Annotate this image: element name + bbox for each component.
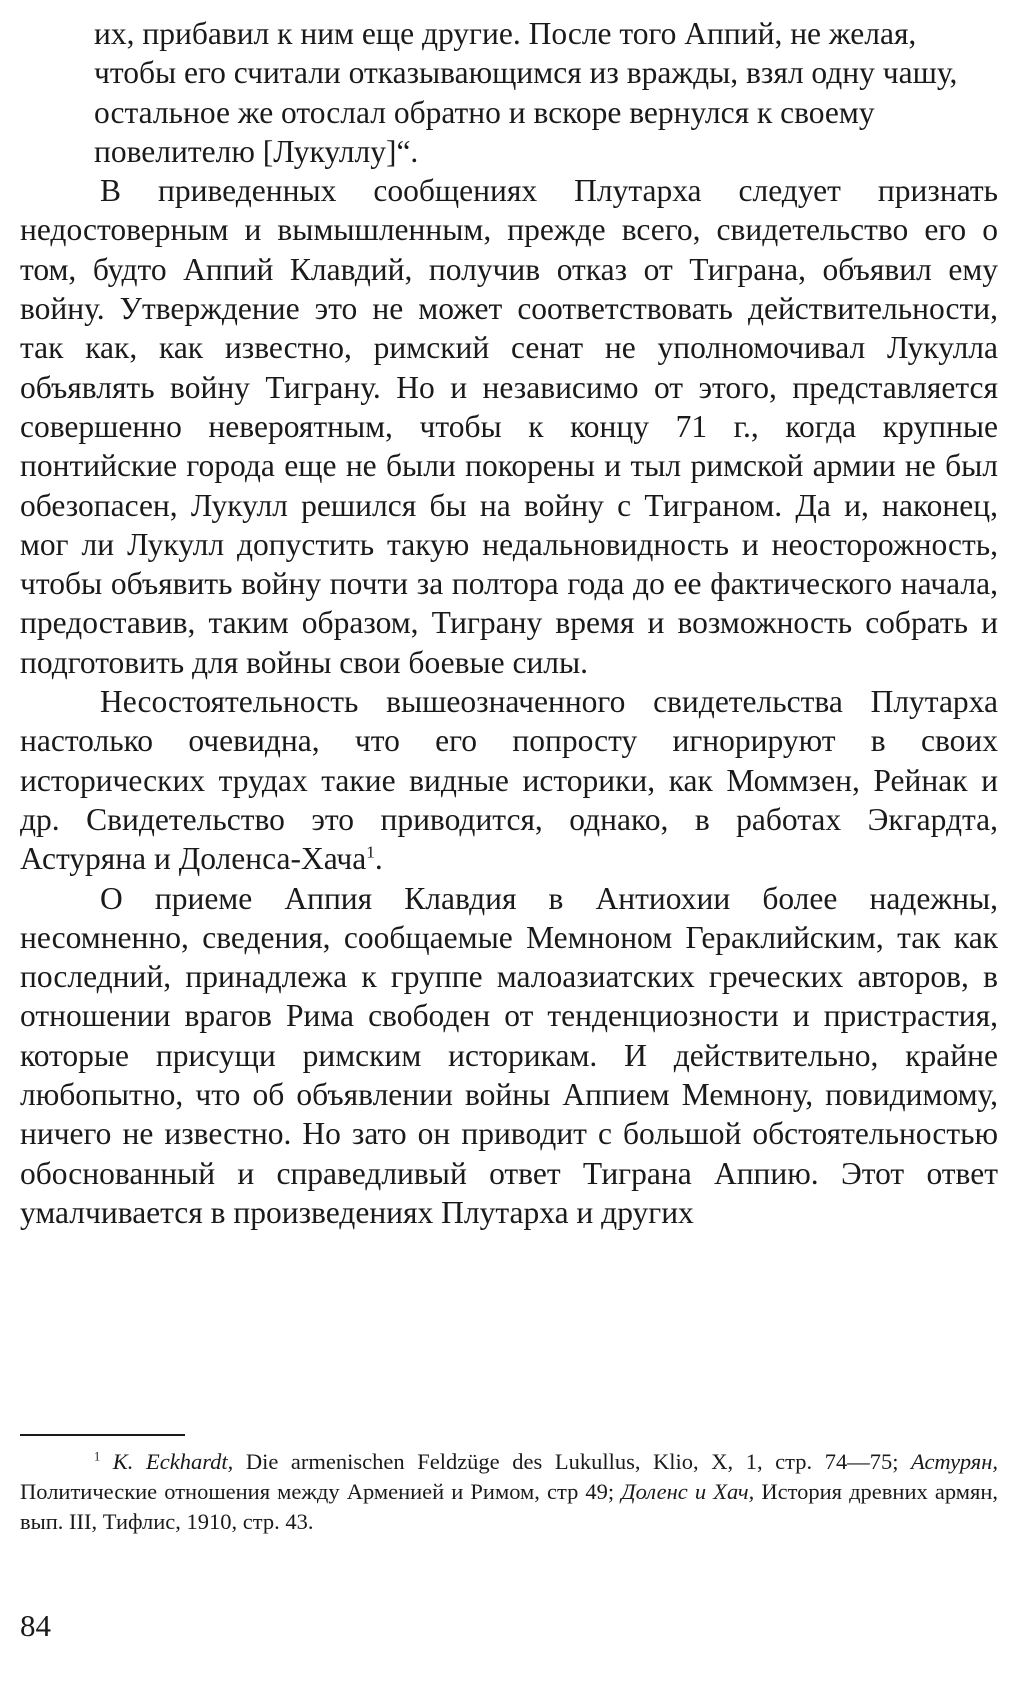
paragraph-plutarch-critique: В приведенных сообщениях Плутарха следует признать недостоверным и вымышленным, прежде всего, свидетельство его о том, будто Аппий Клавдий, получив отказ от Тиграна, объявил ему войну. Утверждение это не может соответствовать действительности, так как, как известно, римский сенат не уполномочивал Лукулла объявлять войну Тиграну. Но и независимо от этого, представляется совершенно невероятным, чтобы к концу 71 г., когда крупные понтийские города еще не были покорены и тыл римской армии не был обезопасен, Лукулл решился бы на войну с Тиграном. Да и, наконец, мог ли Лукулл допустить такую недальновидность и неосторожность, чтобы объявить войну почти за полтора года до ее фактического начала, предоставив, таким образом, Тиграну время и возможность собрать и подготовить для войны свои боевые силы. (20, 173, 998, 680)
paragraph-historians (20, 682, 998, 878)
footnote-text-3: История древних армян, вып. III, Тифлис, 1910, стр. 43. (20, 1479, 998, 1534)
footnote-author-dolens-khach: Доленс и Хач, (621, 1479, 755, 1504)
footnote-marker: 1 (94, 1449, 101, 1464)
footnote-text-2: Политические отношения между Арменией и Римом, стр 49; (20, 1479, 622, 1504)
footnote-reference: 1 (366, 842, 375, 862)
footnote-text-1: Die armenischen Feldzüge des Lukullus, Klio, X, 1, стр. 74—75; (233, 1449, 912, 1474)
footnote-author-eckhardt: K. Eckhardt, (112, 1449, 234, 1474)
page-body (20, 14, 998, 1232)
footnote-author-asturyan: Астурян, (911, 1449, 999, 1474)
paragraph-historians-end: . (374, 841, 383, 877)
paragraph-continuation: их, прибавил к ним еще другие. После того Аппий, не желая, чтобы его считали отказывающимся из вражды, взял одну чашу, остальное же отослал обратно и вскоре вернулся к своему повелителю [Лукуллу]“. (94, 16, 958, 169)
paragraph-historians-text: Несостоятельность вышеозначенного свидетельства Плутарха настолько очевидна, что его попросту игнорируют в своих исторических трудах такие видные историки, как Моммзен, Рейнак и др. Свидетельство это приводится, однако, в работах Экгардта, Астуряна и Доленса-Хача (20, 684, 998, 877)
paragraph-memnon: О приеме Аппия Клавдия в Антиохии более надежны, несомненно, сведения, сообщаемые Мемноном Гераклийским, так как последний, принадлежа к группе малоазиатских греческих авторов, в отношении врагов Рима свободен от тенденциозности и пристрастия, которые присущи римским историкам. И действительно, крайне любопытно, что об объявлении войны Аппием Мемнону, повидимому, ничего не известно. Но зато он приводит с большой обстоятельностью обоснованный и справедливый ответ Тиграна Аппию. Этот ответ умалчивается в произведениях Плутарха и других (20, 880, 998, 1230)
footnote (20, 1447, 998, 1537)
page-number: 84 (20, 1608, 51, 1643)
footnote-divider (20, 1434, 185, 1436)
